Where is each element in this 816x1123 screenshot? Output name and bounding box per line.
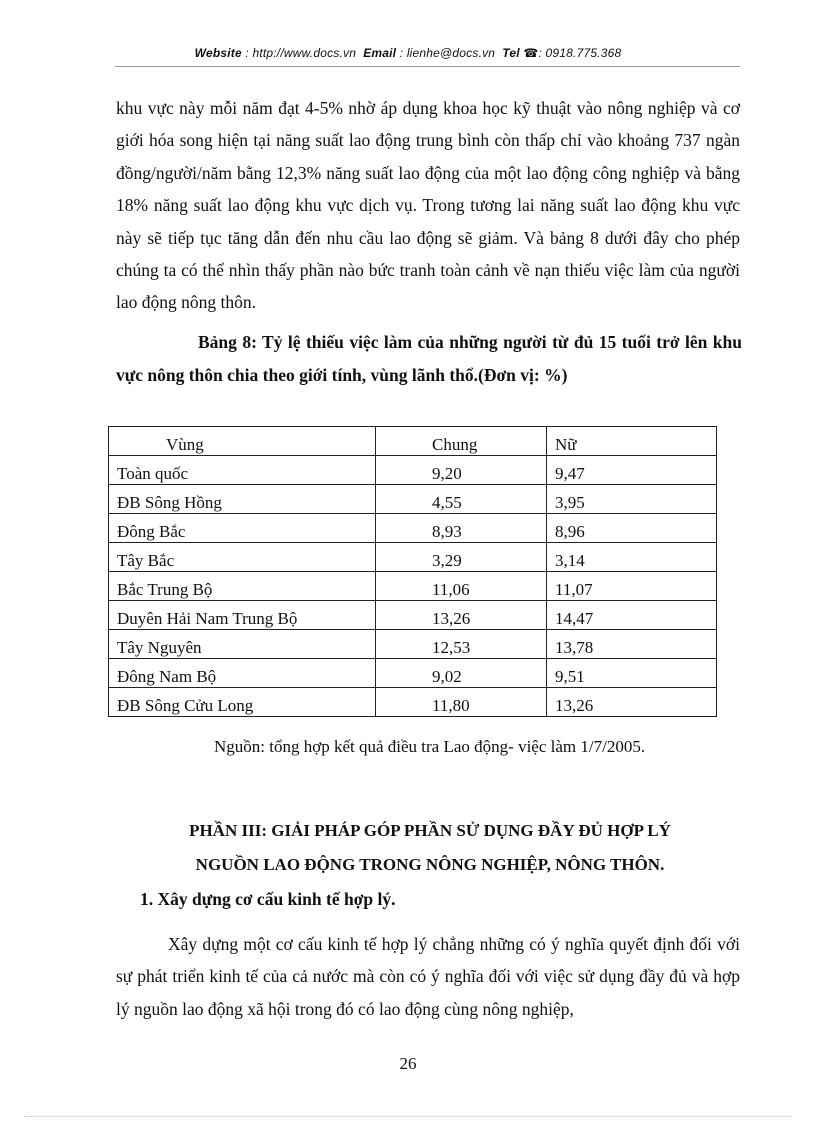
female-cell: 14,47 — [547, 601, 717, 630]
female-cell: 11,07 — [547, 572, 717, 601]
region-cell: Đông Nam Bộ — [109, 659, 376, 688]
female-cell: 9,51 — [547, 659, 717, 688]
female-cell: 3,95 — [547, 485, 717, 514]
region-cell: Bắc Trung Bộ — [109, 572, 376, 601]
tel-value: : 0918.775.368 — [538, 46, 622, 60]
table-row — [109, 514, 717, 543]
table-row — [109, 572, 717, 601]
section-heading-line-1: PHẦN III: GIẢI PHÁP GÓP PHẦN SỬ DỤNG ĐẦY ĐỦ HỢP LÝ — [189, 821, 671, 840]
column-header-female: Nữ — [547, 427, 717, 456]
region-cell: Tây Nguyên — [109, 630, 376, 659]
section-heading-line-2: NGUỒN LAO ĐỘNG TRONG NÔNG NGHIỆP, NÔNG THÔN. — [195, 855, 665, 874]
subsection-heading: 1. Xây dựng cơ cấu kinh tế hợp lý. — [140, 889, 396, 909]
region-cell: Đông Bắc — [109, 514, 376, 543]
unemployment-table — [108, 426, 717, 717]
source-note: Nguồn: tổng hợp kết quả điều tra Lao động- việc làm 1/7/2005. — [214, 737, 646, 756]
region-cell: Duyên Hải Nam Trung Bộ — [109, 601, 376, 630]
female-cell: 13,78 — [547, 630, 717, 659]
closing-paragraph: Xây dựng một cơ cấu kinh tế hợp lý chẳng những có ý nghĩa quyết định đối với sự phát triển kinh tế của cả nước mà còn có ý nghĩa đối với việc sử dụng đầy đủ và hợp lý nguồn lao động xã hội trong đó có lao động cùng nông nghiệp, — [116, 934, 740, 1019]
female-cell: 8,96 — [547, 514, 717, 543]
column-header-region: Vùng — [109, 427, 376, 456]
region-cell: ĐB Sông Cửu Long — [109, 688, 376, 717]
region-cell: Tây Bắc — [109, 543, 376, 572]
column-header-total: Chung — [376, 427, 547, 456]
page-header — [60, 46, 756, 60]
table-header-row — [109, 427, 717, 456]
header-divider — [115, 66, 740, 67]
table-row — [109, 659, 717, 688]
total-cell: 11,06 — [376, 572, 547, 601]
website-label: Website — [194, 46, 242, 60]
section-heading — [116, 814, 744, 882]
website-value[interactable]: : http://www.docs.vn — [245, 46, 357, 60]
total-cell: 4,55 — [376, 485, 547, 514]
table-row — [109, 485, 717, 514]
table-row — [109, 630, 717, 659]
table-row — [109, 543, 717, 572]
footer-divider — [24, 1116, 792, 1117]
region-cell: Toàn quốc — [109, 456, 376, 485]
female-cell: 13,26 — [547, 688, 717, 717]
region-cell: ĐB Sông Hồng — [109, 485, 376, 514]
total-cell: 9,20 — [376, 456, 547, 485]
female-cell: 9,47 — [547, 456, 717, 485]
table-row — [109, 456, 717, 485]
email-value[interactable]: : lienhe@docs.vn — [399, 46, 496, 60]
email-label: Email — [363, 46, 397, 60]
total-cell: 11,80 — [376, 688, 547, 717]
total-cell: 12,53 — [376, 630, 547, 659]
phone-icon: ☎ — [523, 46, 539, 60]
page-number: 26 — [399, 1054, 417, 1073]
table-row — [109, 601, 717, 630]
table-caption: Bảng 8: Tỷ lệ thiếu việc làm của những người từ đủ 15 tuổi trở lên khu vực nông thôn chia theo giới tính, vùng lãnh thổ.(Đơn vị: %) — [116, 332, 742, 385]
total-cell: 3,29 — [376, 543, 547, 572]
table-row — [109, 688, 717, 717]
total-cell: 8,93 — [376, 514, 547, 543]
tel-label: Tel — [502, 46, 520, 60]
intro-paragraph: khu vực này mỗi năm đạt 4-5% nhờ áp dụng khoa học kỹ thuật vào nông nghiệp và cơ giới hóa song hiện tại năng suất lao động trung bình còn thấp chỉ vào khoảng 737 ngàn đồng/người/năm bằng 12,3% năng suất lao động của một lao động công nghiệp và bằng 18% năng suất lao động khu vực dịch vụ. Trong tương lai năng suất lao động khu vực này sẽ tiếp tục tăng dẫn đến nhu cầu lao động sẽ giảm. Và bảng 8 dưới đây cho phép chúng ta có thể nhìn thấy phần nào bức tranh toàn cảnh về nạn thiếu việc làm của người lao động nông thôn. — [116, 98, 740, 313]
female-cell: 3,14 — [547, 543, 717, 572]
total-cell: 9,02 — [376, 659, 547, 688]
total-cell: 13,26 — [376, 601, 547, 630]
